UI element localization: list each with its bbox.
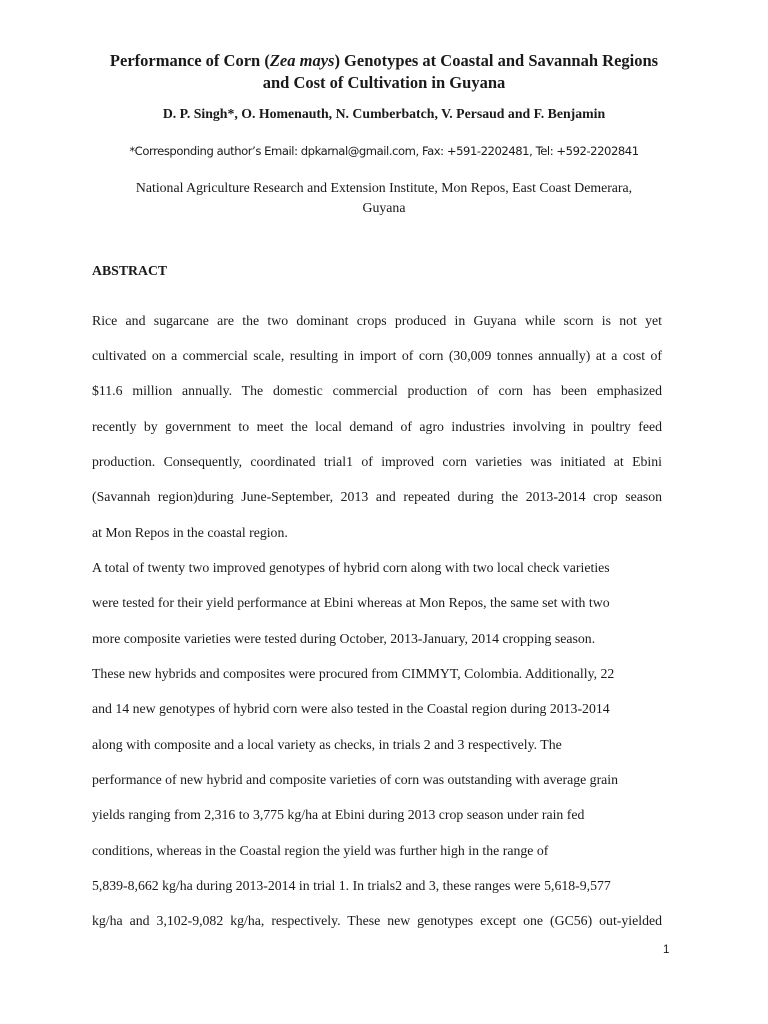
abstract-line: kg/ha and 3,102-9,082 kg/ha, respectively. These new genotypes except one (GC56) out-yielded: [92, 913, 662, 928]
affiliation: [100, 178, 668, 218]
paper-title: [60, 50, 708, 94]
abstract-line: conditions, whereas in the Coastal region the yield was further high in the range of: [92, 843, 549, 858]
abstract-line: $11.6 million annually. The domestic commercial production of corn has been emphasized: [92, 383, 662, 398]
abstract-line: cultivated on a commercial scale, resulting in import of corn (30,009 tonnes annually) at a cost of: [92, 348, 662, 363]
affiliation-line-2: Guyana: [362, 200, 406, 215]
abstract-heading: ABSTRACT: [92, 263, 168, 278]
abstract-line: Rice and sugarcane are the two dominant crops produced in Guyana while scorn is not yet: [92, 313, 662, 328]
abstract-line: performance of new hybrid and composite varieties of corn was outstanding with average grain: [92, 772, 619, 787]
abstract-line: along with composite and a local variety as checks, in trials 2 and 3 respectively. The: [92, 737, 562, 752]
abstract-line: yields ranging from 2,316 to 3,775 kg/ha at Ebini during 2013 crop season under rain fed: [92, 807, 585, 822]
page-number: 1: [663, 944, 670, 956]
abstract-line: These new hybrids and composites were procured from CIMMYT, Colombia. Additionally, 22: [92, 666, 615, 681]
title-species-name: Zea mays: [269, 51, 335, 70]
abstract-line: and 14 new genotypes of hybrid corn were also tested in the Coastal region during 2013-2014: [92, 701, 610, 716]
title-line-2: and Cost of Cultivation in Guyana: [262, 73, 506, 92]
abstract-line: more composite varieties were tested during October, 2013-January, 2014 cropping season.: [92, 631, 596, 646]
corresponding-author-contact: *Corresponding author’s Email: dpkarnal@gmail.com, Fax: +591-2202481, Tel: +592-2202841: [129, 144, 639, 158]
title-text-part1: Performance of Corn (: [109, 51, 270, 70]
abstract-line: A total of twenty two improved genotypes of hybrid corn along with two local check varieties: [92, 560, 610, 575]
abstract-line: recently by government to meet the local demand of agro industries involving in poultry feed: [92, 419, 662, 434]
abstract-line: at Mon Repos in the coastal region.: [92, 525, 288, 540]
abstract-line: 5,839-8,662 kg/ha during 2013-2014 in trial 1. In trials2 and 3, these ranges were 5,618-9,577: [92, 878, 611, 893]
affiliation-line-1: National Agriculture Research and Extension Institute, Mon Repos, East Coast Demerara,: [135, 180, 633, 195]
abstract-line: production. Consequently, coordinated trial1 of improved corn varieties was initiated at Ebini: [92, 454, 662, 469]
title-text-part2: ) Genotypes at Coastal and Savannah Regions: [334, 51, 659, 70]
abstract-line: (Savannah region)during June-September, 2013 and repeated during the 2013-2014 crop season: [92, 489, 662, 504]
author-list: D. P. Singh*, O. Homenauth, N. Cumberbatch, V. Persaud and F. Benjamin: [162, 106, 606, 121]
abstract-line: were tested for their yield performance at Ebini whereas at Mon Repos, the same set with two: [92, 595, 610, 610]
